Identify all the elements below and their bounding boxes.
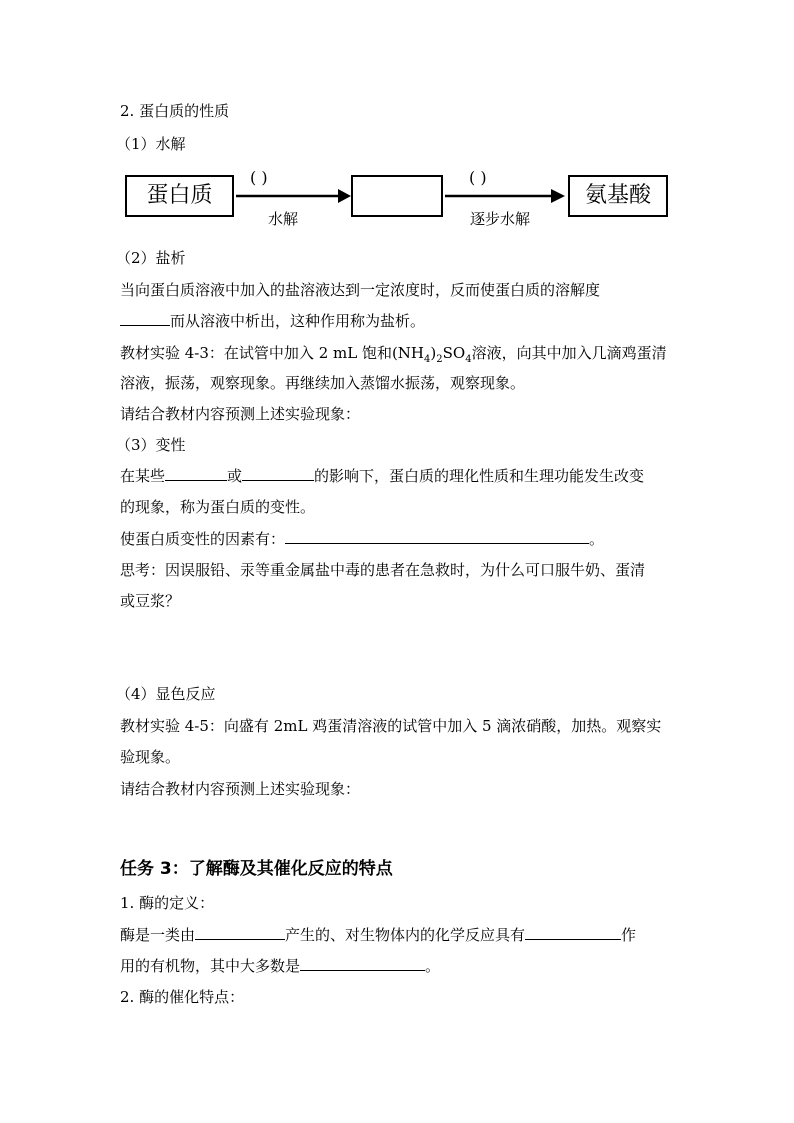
- enzyme-catalysis-title: 2. 酶的催化特点：: [120, 988, 245, 1006]
- predict-prompt-2: 请结合教材内容预测上述实验现象：: [120, 780, 361, 798]
- experiment-4-3-line-1: 教材实验 4-3：在试管中加入 2 mL 饱和$(NH_4)_2SO_4$溶液，向其中加入几滴鸡蛋清: [120, 344, 667, 365]
- subsection-color-reaction: （4）显色反应: [116, 685, 216, 703]
- amino-acid-box: 氨基酸: [568, 175, 668, 217]
- experiment-4-5-line-2: 验现象。: [120, 748, 181, 766]
- arrow-label-hydrolysis: 水解: [268, 210, 299, 228]
- enzyme-definition-2: 用的有机物，其中大多数是 。: [120, 957, 441, 975]
- arrow-1: [234, 186, 354, 206]
- denaturation-text-2: 的现象，称为蛋白质的变性。: [120, 498, 316, 516]
- task3-heading: 任务 3：了解酶及其催化反应的特点: [120, 859, 393, 879]
- blank-factors[interactable]: [285, 529, 589, 544]
- salting-text-1: 当向蛋白质溶液中加入的盐溶液达到一定浓度时，反而使蛋白质的溶解度: [120, 281, 601, 299]
- blank-paren-1: ( ): [250, 168, 268, 187]
- protein-box: 蛋白质: [125, 175, 234, 217]
- subsection-denaturation: （3）变性: [116, 436, 186, 454]
- arrow-label-stepwise: 逐步水解: [470, 210, 531, 228]
- experiment-4-3-line-2: 溶液，振荡，观察现象。再继续加入蒸馏水振荡，观察现象。: [120, 374, 526, 392]
- intermediate-box: [351, 175, 443, 217]
- blank-paren-2: ( ): [469, 168, 487, 187]
- arrow-2: [443, 186, 569, 206]
- enzyme-definition-title: 1. 酶的定义：: [120, 894, 215, 912]
- blank-factor-2[interactable]: [242, 466, 314, 481]
- enzyme-definition-1: 酶是一类由 产生的、对生物体内的化学反应具有 作: [120, 926, 637, 944]
- subsection-salting-out: （2）盐析: [116, 249, 186, 267]
- experiment-4-5-line-1: 教材实验 4-5：向盛有 2mL 鸡蛋清溶液的试管中加入 5 滴浓硝酸，加热。观察实: [120, 717, 662, 735]
- blank-factor-1[interactable]: [165, 466, 227, 481]
- predict-prompt-1: 请结合教材内容预测上述实验现象：: [120, 405, 361, 423]
- denaturation-text-1: 在某些 或 的影响下，蛋白质的理化性质和生理功能发生改变: [120, 467, 645, 485]
- blank-function[interactable]: [525, 925, 621, 940]
- salting-text-2: 而从溶液中析出，这种作用称为盐析。: [120, 311, 425, 331]
- blank-solubility[interactable]: [120, 311, 170, 326]
- denaturation-factors: 使蛋白质变性的因素有： 。: [120, 530, 605, 548]
- subsection-hydrolysis: （1）水解: [116, 135, 186, 153]
- blank-source[interactable]: [195, 925, 285, 940]
- think-question-1: 思考：因误服铅、汞等重金属盐中毒的患者在急救时，为什么可口服牛奶、蛋清: [120, 561, 646, 579]
- think-question-2: 或豆浆？: [120, 592, 181, 610]
- blank-majority[interactable]: [300, 956, 425, 971]
- section-title: 2. 蛋白质的性质: [120, 102, 230, 120]
